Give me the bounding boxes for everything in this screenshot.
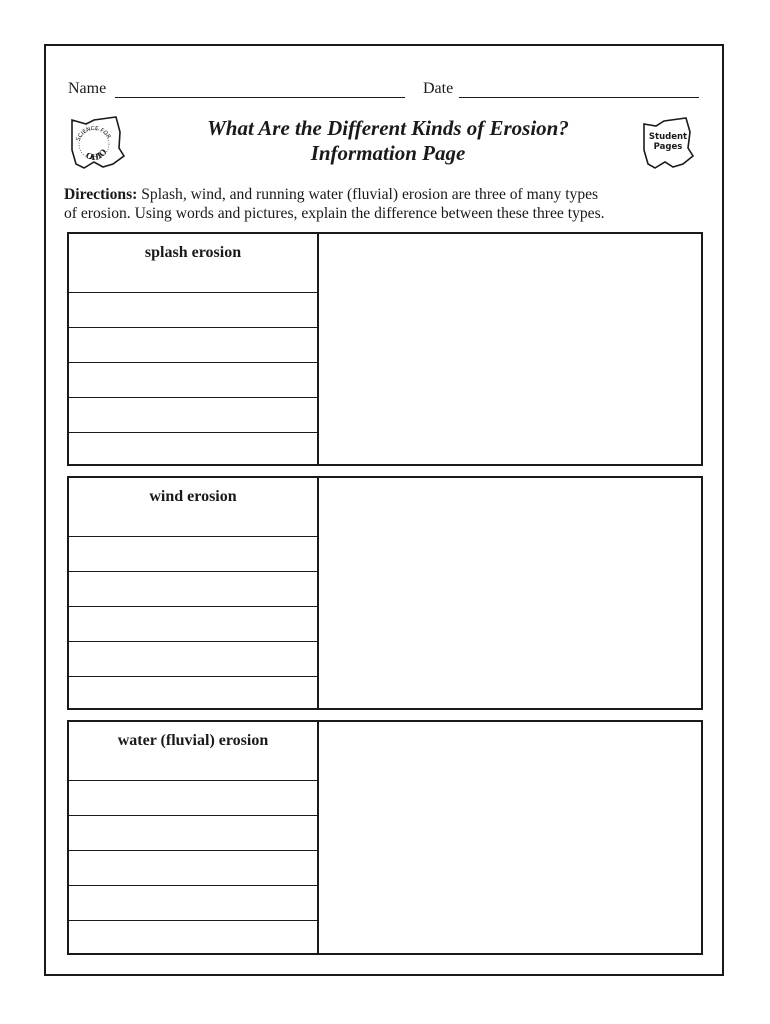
svg-text:SCIENCE FOR: SCIENCE FOR bbox=[75, 125, 112, 142]
directions-label: Directions: bbox=[64, 186, 138, 203]
writing-line[interactable] bbox=[69, 641, 317, 676]
section-water-fluvial-erosion bbox=[67, 720, 703, 955]
writing-line[interactable] bbox=[69, 780, 317, 815]
writing-line[interactable] bbox=[69, 676, 317, 711]
writing-line[interactable] bbox=[69, 397, 317, 432]
svg-text:OHIO: OHIO bbox=[84, 146, 109, 163]
section-wind-erosion bbox=[67, 476, 703, 710]
writing-column bbox=[69, 722, 319, 953]
writing-column bbox=[69, 478, 319, 708]
student-pages-logo-icon bbox=[640, 114, 698, 170]
writing-line[interactable] bbox=[69, 571, 317, 606]
writing-line[interactable] bbox=[69, 606, 317, 641]
section-heading: water (fluvial) erosion bbox=[117, 732, 269, 749]
writing-line[interactable] bbox=[69, 362, 317, 397]
writing-line[interactable] bbox=[69, 327, 317, 362]
writing-line[interactable] bbox=[69, 885, 317, 920]
title-line-2: Information Page bbox=[310, 141, 466, 165]
section-splash-erosion bbox=[67, 232, 703, 466]
name-date-row bbox=[68, 80, 700, 102]
title-line-1: What Are the Different Kinds of Erosion? bbox=[207, 116, 569, 140]
writing-line[interactable] bbox=[69, 920, 317, 955]
section-heading: splash erosion bbox=[144, 244, 242, 261]
writing-column bbox=[69, 234, 319, 464]
drawing-box[interactable] bbox=[319, 722, 701, 953]
science-for-ohio-logo-icon bbox=[66, 114, 132, 170]
drawing-box[interactable] bbox=[319, 234, 701, 464]
page-title bbox=[140, 116, 636, 166]
writing-line[interactable] bbox=[69, 292, 317, 327]
drawing-box[interactable] bbox=[319, 478, 701, 708]
date-label: Date bbox=[423, 80, 454, 97]
writing-line[interactable] bbox=[69, 850, 317, 885]
student-pages-line-2: Pages bbox=[653, 142, 683, 152]
date-field[interactable] bbox=[459, 97, 699, 98]
directions-line-1: Splash, wind, and running water (fluvial) erosion are three of many types bbox=[141, 186, 599, 203]
writing-line[interactable] bbox=[69, 432, 317, 467]
directions-line-2: of erosion. Using words and pictures, explain the difference between these three types. bbox=[64, 205, 605, 222]
student-pages-line-1: Student bbox=[648, 132, 688, 142]
name-field[interactable] bbox=[115, 97, 405, 98]
writing-line[interactable] bbox=[69, 536, 317, 571]
name-label: Name bbox=[68, 80, 107, 97]
section-heading: wind erosion bbox=[149, 488, 237, 505]
writing-line[interactable] bbox=[69, 815, 317, 850]
directions bbox=[64, 185, 724, 223]
